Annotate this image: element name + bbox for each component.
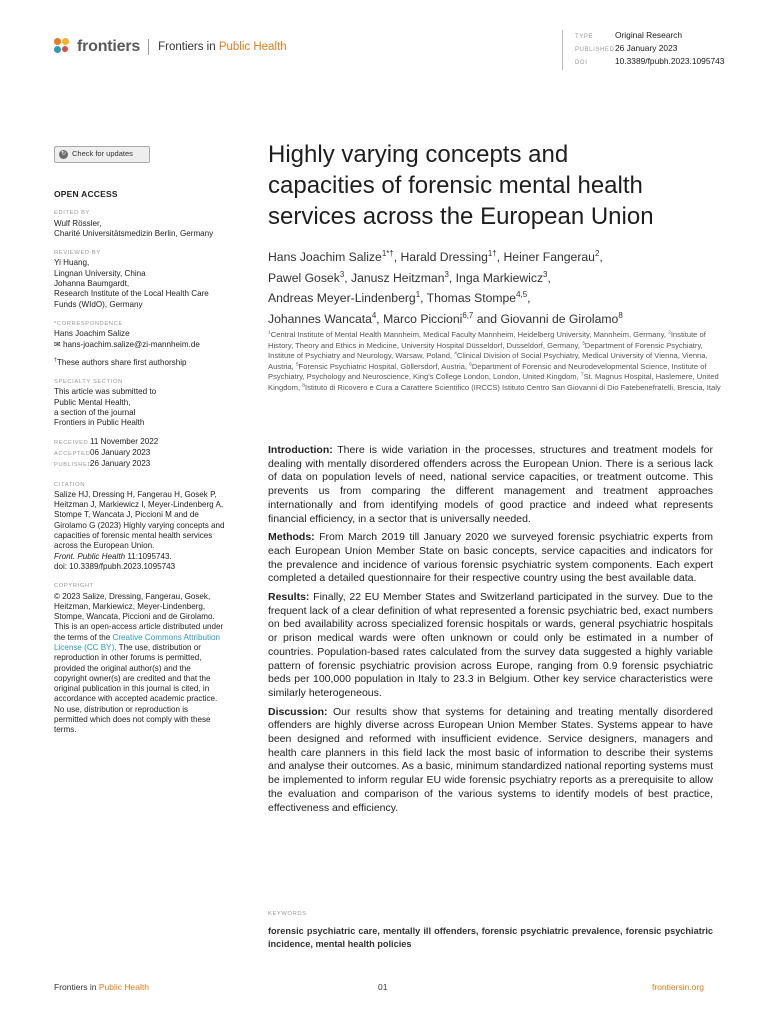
author-list: Hans Joachim Salize$^{1*\dagger}$, Harald Dressing$^{1\dagger}$, Heiner Fangerau$^2$, Pawel Gosek$^3$, Janusz Heitzman$^3$, Inga Markiewicz$^3$, Andreas Meyer-Lindenberg$^1$, Thomas Stompe$^{4,5}$, Johannes Wancata$^4$, Marco Piccioni$^{6,7}$ and Giovanni de Girolamo$^8$ bbox=[268, 248, 623, 326]
open-access-label: OPEN ACCESS bbox=[54, 189, 118, 199]
frontiers-logo-icon bbox=[54, 38, 72, 56]
footer-journal: Frontiers in Public Health bbox=[54, 982, 149, 992]
author: Johannes Wancata bbox=[268, 311, 372, 326]
check-for-updates-button[interactable]: ↻ Check for updates bbox=[54, 146, 150, 163]
copyright-label: COPYRIGHT bbox=[54, 583, 94, 590]
edited-by-label: EDITED BY bbox=[54, 210, 91, 217]
citation: Salize HJ, Dressing H, Fangerau H, Gosek P, Heitzman J, Markiewicz I, Meyer-Lindenberg A, Stompe T, Wancata J, Piccioni M and de Girolamo G (2023) Highly varying concepts and capacities of forensic mental health services across the European Union. Front. Public Health 11:1095743. doi: 10.3389/fpubh.2023.1095743 bbox=[54, 489, 225, 571]
correspondence-email[interactable]: hans-joachim.salize@zi-mannheim.de bbox=[62, 339, 200, 349]
copyright: © 2023 Salize, Dressing, Fangerau, Gosek, Heitzman, Markiewicz, Meyer-Lindenberg, Stompe, Wancata, Piccioni and de Girolamo. This is an open-access article distributed under the terms of the Creative Commons Attribution License (CC BY). The use, distribution or reproduction in other forums is permitted, provided the original author(s) and the copyright owner(s) are credited and that the original publication in this journal is cited, in accordance with accepted academic practice. No use, distribution or reproduction is permitted which does not comply with these terms. bbox=[54, 591, 224, 735]
doi-link[interactable]: 10.3389/fpubh.2023.1095743 bbox=[615, 56, 725, 67]
author: Pawel Gosek bbox=[268, 270, 340, 285]
frontiers-logo[interactable] bbox=[54, 37, 287, 57]
author: Inga Markiewicz bbox=[455, 270, 544, 285]
brand-name: frontiers bbox=[77, 38, 141, 55]
correspondence-label: *CORRESPONDENCE bbox=[54, 320, 123, 327]
author: Thomas Stompe bbox=[426, 291, 517, 305]
article-type: Original Research bbox=[615, 30, 683, 40]
journal-name: Frontiers in Public Health bbox=[158, 41, 287, 53]
correspondence: Hans Joachim Salize ✉ hans-joachim.salize@zi-mannheim.de bbox=[54, 329, 200, 349]
article-meta: TYPE Original Research PUBLISHED26 January 2023 DOI 10.3389/fpubh.2023.1095743 bbox=[562, 30, 724, 70]
abstract-introduction: Introduction: There is wide variation in the processes, structures and treatment models for dealing with mentally disordered offenders across the European Union. There is a serious lack of data on population levels of need, national service capacities, or treatment outcome. This prevents us from comparing the different management and treatment approaches internationally and from identifying models of good practice and indeed what represents financial efficiency, in a sector that is universally needed. bbox=[268, 444, 713, 525]
page-number: 01 bbox=[378, 982, 388, 992]
keywords: forensic psychiatric care, mentally ill offenders, forensic psychiatric prevalence, forensic psychiatric incidence, mental health policies bbox=[268, 926, 713, 949]
cc-license-link-cont[interactable]: License (CC BY) bbox=[54, 642, 115, 652]
cc-license-link[interactable]: Creative Commons Attribution bbox=[112, 632, 220, 642]
abstract-results: Results: Finally, 22 EU Member States and Switzerland participated in the survey. Due to the frequent lack of a clear definition of what represented a forensic psychiatric bed, exact numbers on bed availability across specialized forensic hospitals or wards, general psychiatric hospitals or prison medical wards were often unknown or could only be estimated in a number of countries. Population-based rates calculated from the survey data suggested a highly variable pattern of forensic psychiatric provision across Europe, ranging from 0.9 forensic psychiatric beds per 100,000 population in Italy to 23.3 in Belgium. Other key service characteristics were similarly heterogeneous. bbox=[268, 591, 713, 699]
abstract-methods: Methods: From March 2019 till January 2020 we surveyed forensic psychiatric experts from each European Union Member State on basic concepts, service capacities and indicators for the prevalence and incidence of various forensic psychiatric system components. Each expert completed a detailed questionnaire for their respective country using the best available data. bbox=[268, 531, 713, 585]
shared-authorship-note: †These authors share first authorship bbox=[54, 357, 187, 367]
footer-website-link[interactable]: frontiersin.org bbox=[652, 982, 704, 992]
specialty-label: SPECIALTY SECTION bbox=[54, 379, 123, 386]
sidebar bbox=[54, 146, 254, 736]
published-date: 26 January 2023 bbox=[615, 43, 678, 54]
specialty-section: This article was submitted to Public Mental Health, a section of the journal Frontiers in Public Health bbox=[54, 387, 157, 428]
update-check-icon: ↻ bbox=[60, 151, 67, 157]
abstract bbox=[268, 444, 713, 820]
keywords-label: KEYWORDS bbox=[268, 911, 307, 917]
citation-label: CITATION bbox=[54, 481, 85, 488]
citation-doi[interactable]: doi: 10.3389/fpubh.2023.1095743 bbox=[54, 561, 176, 571]
logo-divider bbox=[148, 39, 149, 55]
author: Heiner Fangerau bbox=[503, 250, 595, 264]
author: Harald Dressing bbox=[400, 250, 488, 264]
reviewed-by-label: REVIEWED BY bbox=[54, 250, 101, 257]
reviewers: Yi Huang, Lingnan University, China Johanna Baumgardt, Research Institute of the Local Health Care Funds (WIdO), Germany bbox=[54, 258, 209, 309]
article-dates: RECEIVED 11 November 2022 ACCEPTED06 January 2023 PUBLISHED26 January 2023 bbox=[54, 436, 159, 469]
author: Hans Joachim Salize bbox=[268, 250, 382, 264]
author: Janusz Heitzman bbox=[351, 270, 445, 285]
abstract-discussion: Discussion: Our results show that systems for detaining and treating mentally disordered offenders are highly diverse across European Union Member States. Systems appear to have been designed and reformed with insufficient evidence. Service designers, managers and health care planners in this field lack the most basic of information to describe their systems and analyse their outcomes. As a basic, minimum standardized national reporting systems must be implemented to inform regular EU wide forensic psychiatry reports as a prerequisite to allow the evaluation and comparison of the various systems to identify models of best practice, effectiveness and efficiency. bbox=[268, 705, 713, 814]
affiliations: $^1$Central Institute of Mental Health Mannheim, Medical Faculty Mannheim, Heidelberg University, Mannheim, Germany, $^2$Institute of History, Theory and Ethics in Medicine, University Hospital Düsseldorf, Dusseldorf, Germany, $^3$Department of Forensic Psychiatry, Institute of Psychiatry and Neurology, Warsaw, Poland, $^4$Clinical Division of Social Psychiatry, Medical University of Vienna, Vienna, Austria, $^5$Forensic Psychiatric Hospital, Göllersdorf, Austria, $^6$Department of Forensic and Neurodevelopmental Science, Institute of Psychiatry, Psychology and Neuroscience, King's College London, London, United Kingdom, $^7$St. Magnus Hospital, Haslemere, United Kingdom, $^8$Istituto di Ricovero e Cura a Carattere Scientifico (IRCCS) Istituto Centro San Giovanni di Dio Fatebenefratelli, Brescia, Italy bbox=[268, 330, 721, 392]
editor: Wulf Rössler, Charité Universitätsmedizin Berlin, Germany bbox=[54, 218, 214, 238]
email-icon: ✉ bbox=[54, 339, 61, 349]
author: Marco Piccioni bbox=[383, 311, 463, 326]
author: Giovanni de Girolamo bbox=[500, 311, 619, 326]
article-title: Highly varying concepts and capacities of forensic mental health services across the European Union bbox=[268, 141, 654, 230]
author: Andreas Meyer-Lindenberg bbox=[268, 291, 416, 305]
